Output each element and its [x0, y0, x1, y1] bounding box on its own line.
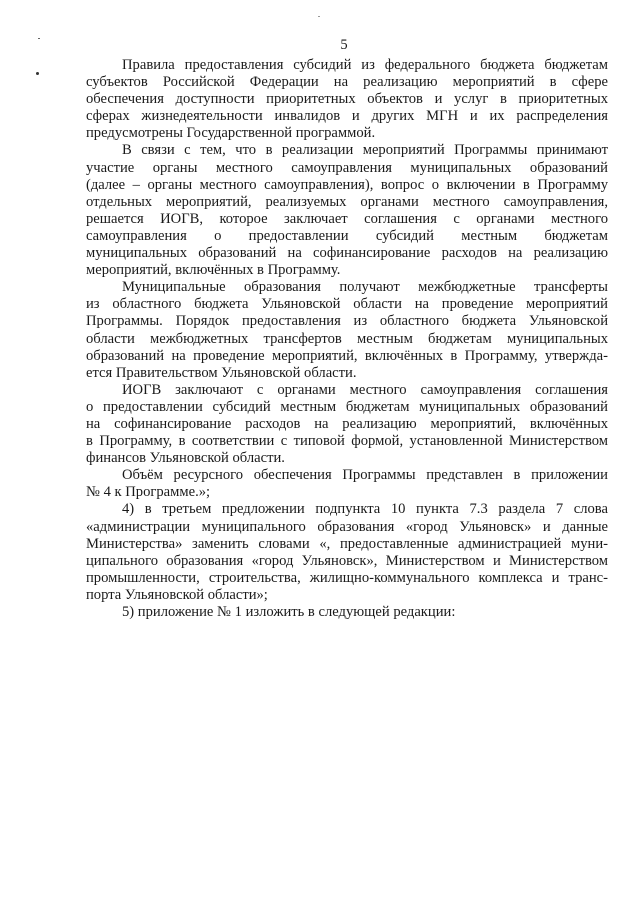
text-line: финансов Ульяновской области. — [86, 450, 285, 467]
text-line: самоуправления о предоставлении субсидий местным бюджетам — [86, 227, 608, 244]
text-line: Министерства» заменить словами «, предоставленные администрацией муни- — [86, 535, 608, 552]
scan-speck — [36, 72, 39, 75]
text-line: мероприятий, включённых в Программу. — [86, 262, 341, 279]
text-line: Программы. Порядок предоставления из областного бюджета Ульяновской — [86, 313, 608, 330]
text-line: решается ИОГВ, которое заключает соглашения с органами местного — [86, 210, 608, 227]
page-number: 5 — [340, 37, 348, 53]
text-line: участие органы местного самоуправления муниципальных образований — [86, 159, 608, 176]
text-line: Объём ресурсного обеспечения Программы представлен в приложении — [122, 467, 608, 484]
paragraph — [86, 467, 608, 501]
text-line: В связи с тем, что в реализации мероприятий Программы принимают — [122, 142, 608, 159]
text-line: ципального образования «город Ульяновск», Министерством и Министерством — [86, 552, 608, 569]
text-line: № 4 к Программе.»; — [86, 484, 211, 501]
text-line: муниципальных образований на софинансирование расходов на реализацию — [86, 245, 608, 262]
paragraph — [86, 382, 608, 467]
document-body — [86, 57, 608, 621]
text-line: Муниципальные образования получают межбюджетные трансферты — [122, 279, 608, 296]
text-line: порта Ульяновской области»; — [86, 586, 268, 603]
text-line: промышленности, строительства, жилищно-коммунального комплекса и транс- — [86, 569, 608, 586]
text-line: отдельных мероприятий, реализуемых органами местного самоуправления, — [86, 193, 608, 210]
text-line: Правила предоставления субсидий из федерального бюджета бюджетам — [122, 57, 608, 73]
paragraph — [86, 604, 608, 621]
text-line: образований на проведение мероприятий, включённых в Программу, утвержда- — [86, 347, 608, 364]
text-line: сферах жизнедеятельности инвалидов и других МГН и их распределения — [86, 108, 608, 125]
text-line: предусмотрены Государственной программой. — [86, 125, 376, 142]
text-line: из областного бюджета Ульяновской области на проведение мероприятий — [86, 296, 608, 313]
paragraph — [86, 57, 608, 142]
text-line: субъектов Российской Федерации на реализацию мероприятий в сфере — [86, 74, 608, 91]
text-line: «администрации муниципального образования «город Ульяновск» и данные — [86, 518, 608, 535]
text-line: о предоставлении субсидий местным бюджетам муниципальных образований — [86, 398, 608, 415]
text-line: (далее – органы местного самоуправления), вопрос о включении в Программу — [86, 176, 608, 193]
text-line: ется Правительством Ульяновской области. — [86, 364, 357, 381]
text-line: области межбюджетных трансфертов местным бюджетам муниципальных — [86, 330, 608, 347]
text-line: в Программу, в соответствии с типовой формой, установленной Министерством — [86, 433, 608, 450]
text-line: 4) в третьем предложении подпункта 10 пункта 7.3 раздела 7 слова — [122, 501, 608, 518]
text-line: на софинансирование расходов на реализацию мероприятий, включённых — [86, 415, 608, 432]
text-line: обеспечения доступности приоритетных объектов и услуг в приоритетных — [86, 91, 608, 108]
text-line: ИОГВ заключают с органами местного самоуправления соглашения — [122, 381, 608, 398]
paragraph — [86, 142, 608, 279]
paragraph — [86, 279, 608, 382]
scan-speck — [318, 16, 320, 17]
text-line: 5) приложение № 1 изложить в следующей редакции: — [122, 604, 456, 620]
paragraph — [86, 501, 608, 604]
